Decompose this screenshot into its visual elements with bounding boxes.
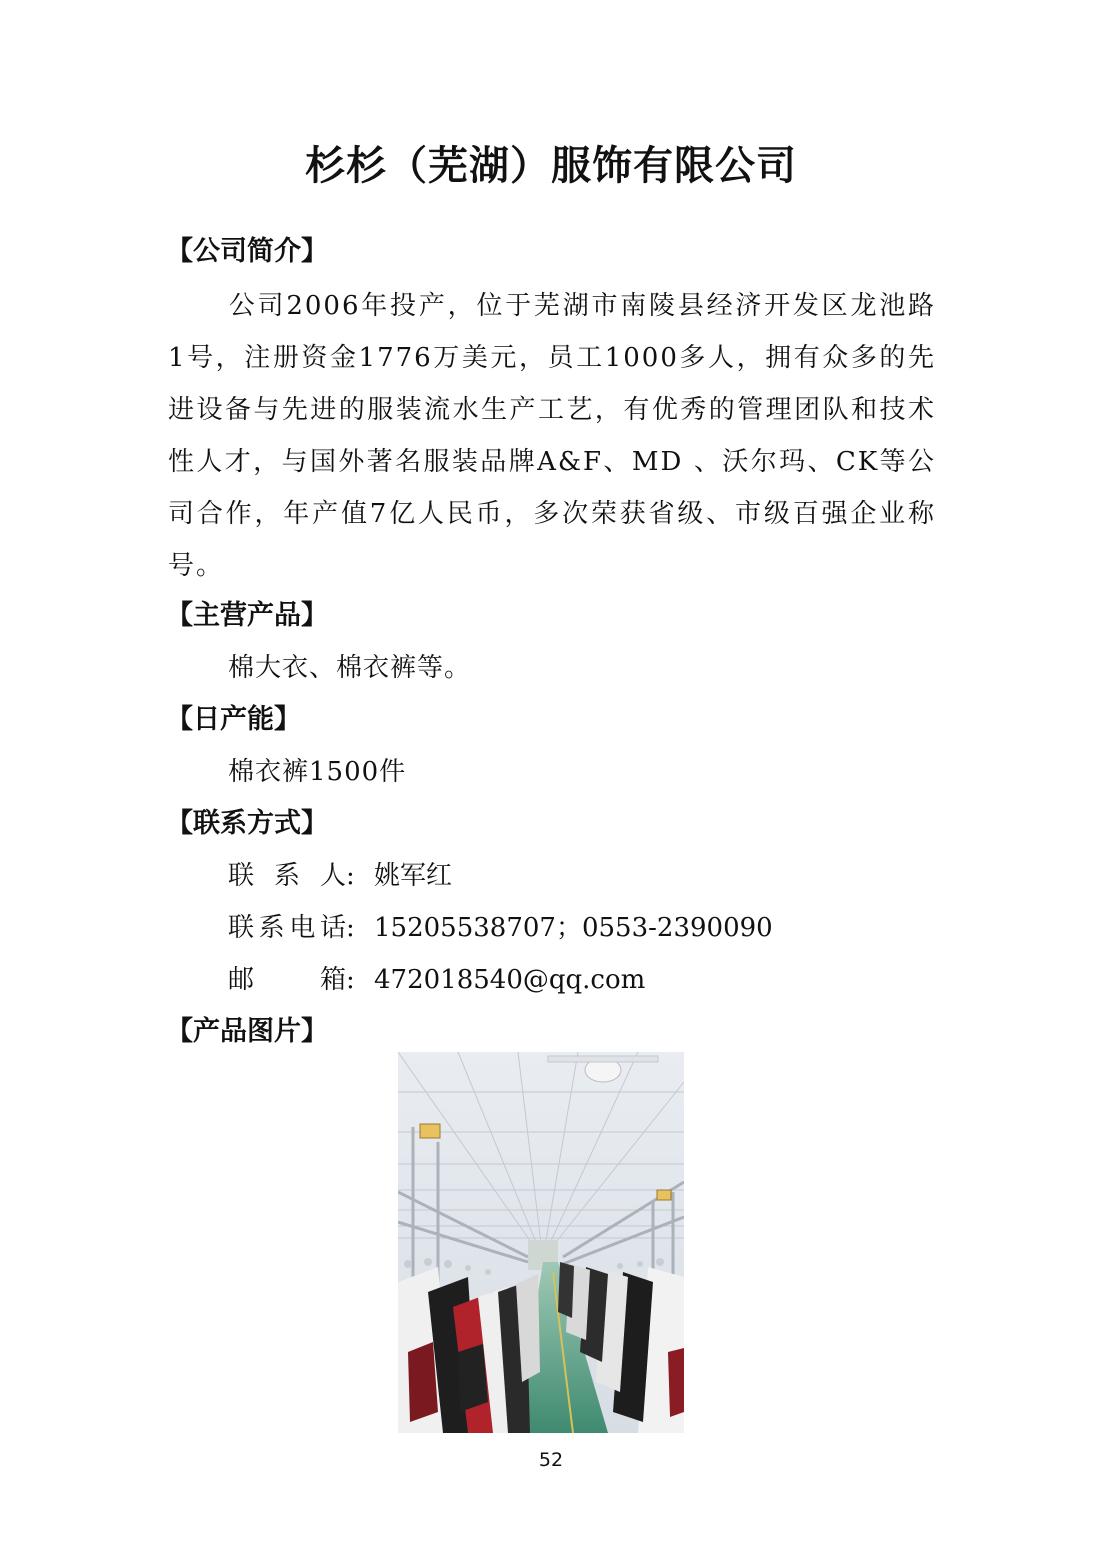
contact-person-label: 联系人 (228, 861, 346, 891)
contact-email-label: 邮箱 (228, 965, 346, 995)
intro-text: 公司2006年投产，位于芜湖市南陵县经济开发区龙池路1号，注册资金1776万美元，员工1000多人，拥有众多的先进设备与先进的服装流水生产工艺，有优秀的管理团队和技术性人才，与国外著名服装品牌A&F、MD 、沃尔玛、CK等公司合作，年产值7亿人民币，多次荣获省级、市级百强企业称号。 (168, 291, 936, 581)
contact-phone-value: 15205538707；0553-2390090 (374, 913, 773, 943)
section-heading-products: 【主营产品】 (166, 600, 328, 631)
contact-colon: : (346, 861, 355, 891)
products-text: 棉大衣、棉衣裤等。 (228, 653, 472, 683)
page-number: 52 (538, 1449, 564, 1471)
contact-email-row (228, 960, 645, 1000)
contact-email-value: 472018540@qq.com (374, 965, 646, 995)
document-title: 杉杉（芜湖）服饰有限公司 (305, 143, 797, 189)
intro-paragraph (168, 280, 936, 592)
contact-colon: : (346, 913, 355, 943)
capacity-text: 棉衣裤1500件 (228, 757, 407, 787)
contact-phone-row (228, 908, 773, 948)
section-heading-photos: 【产品图片】 (166, 1016, 328, 1047)
contact-person-row (228, 856, 452, 896)
contact-person-value: 姚军红 (374, 861, 453, 891)
contact-phone-label: 联系电话 (228, 913, 346, 943)
product-photo (398, 1052, 684, 1433)
section-heading-capacity: 【日产能】 (166, 704, 301, 735)
section-heading-contact: 【联系方式】 (166, 808, 328, 839)
contact-colon: : (346, 965, 355, 995)
section-heading-intro: 【公司简介】 (166, 236, 328, 267)
